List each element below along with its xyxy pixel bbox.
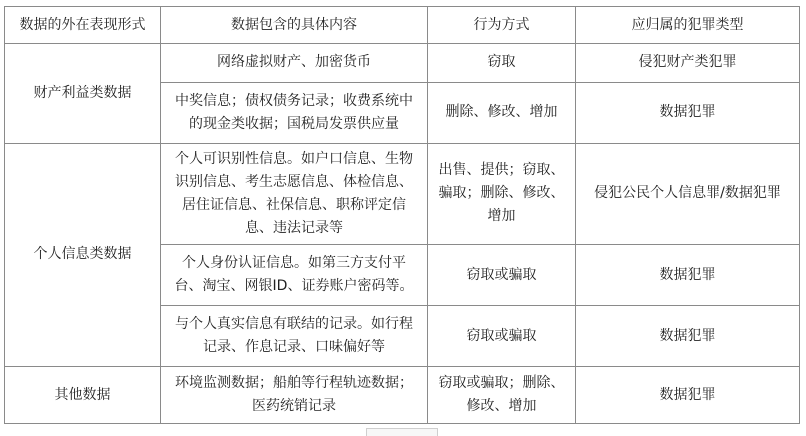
content-cell: [161, 306, 428, 367]
crime-type-cell: 数据犯罪: [576, 306, 800, 367]
header-crime-type: 应归属的犯罪类型: [576, 7, 800, 44]
content-cell: [161, 143, 428, 245]
category-cell-other: 其他数据: [5, 367, 161, 424]
content-text: 中奖信息；债权债务记录；收费系统中的现金类收据；国税局发票供应量: [175, 92, 413, 132]
header-form: 数据的外在表现形式: [5, 7, 161, 44]
behavior-cell: 窃取或骗取: [428, 306, 576, 367]
behavior-cell: 窃取或骗取: [428, 245, 576, 306]
content-text: 网络虚拟财产、加密货币: [217, 54, 371, 71]
content-cell: [161, 245, 428, 306]
content-text: 个人身份认证信息。如第三方支付平台、淘宝、网银ID、证券账户密码等。: [174, 255, 414, 295]
crime-type-cell: 侵犯公民个人信息罪/数据犯罪: [576, 143, 800, 245]
behavior-cell: 窃取或骗取；删除、修改、增加: [428, 367, 576, 424]
data-crime-classification-table: [4, 6, 800, 424]
table-row: [5, 367, 800, 424]
behavior-cell: 出售、提供；窃取、骗取；删除、修改、增加: [428, 143, 576, 245]
scroll-edge-tab: [366, 428, 438, 436]
content-cell: [161, 44, 428, 83]
category-cell-personal-info: 个人信息类数据: [5, 143, 161, 367]
crime-type-cell: 侵犯财产类犯罪: [576, 44, 800, 83]
content-text: 环境监测数据；船舶等行程轨迹数据；医药统销记录: [175, 375, 413, 415]
table-row: [5, 143, 800, 245]
crime-type-cell: 数据犯罪: [576, 367, 800, 424]
content-text: 与个人真实信息有联结的记录。如行程记录、作息记录、口味偏好等: [175, 316, 413, 356]
content-text: 个人可识别性信息。如户口信息、生物识别信息、考生志愿信息、体检信息、居住证信息、社保信息、职称评定信息、违法记录等: [175, 150, 413, 236]
header-content: 数据包含的具体内容: [161, 7, 428, 44]
crime-type-cell: 数据犯罪: [576, 82, 800, 143]
content-cell: [161, 367, 428, 424]
category-cell-property: 财产利益类数据: [5, 44, 161, 144]
crime-type-cell: 数据犯罪: [576, 245, 800, 306]
table-header-row: [5, 7, 800, 44]
header-behavior: 行为方式: [428, 7, 576, 44]
behavior-cell: 窃取: [428, 44, 576, 83]
behavior-cell: 删除、修改、增加: [428, 82, 576, 143]
content-cell: [161, 82, 428, 143]
table-row: [5, 44, 800, 83]
